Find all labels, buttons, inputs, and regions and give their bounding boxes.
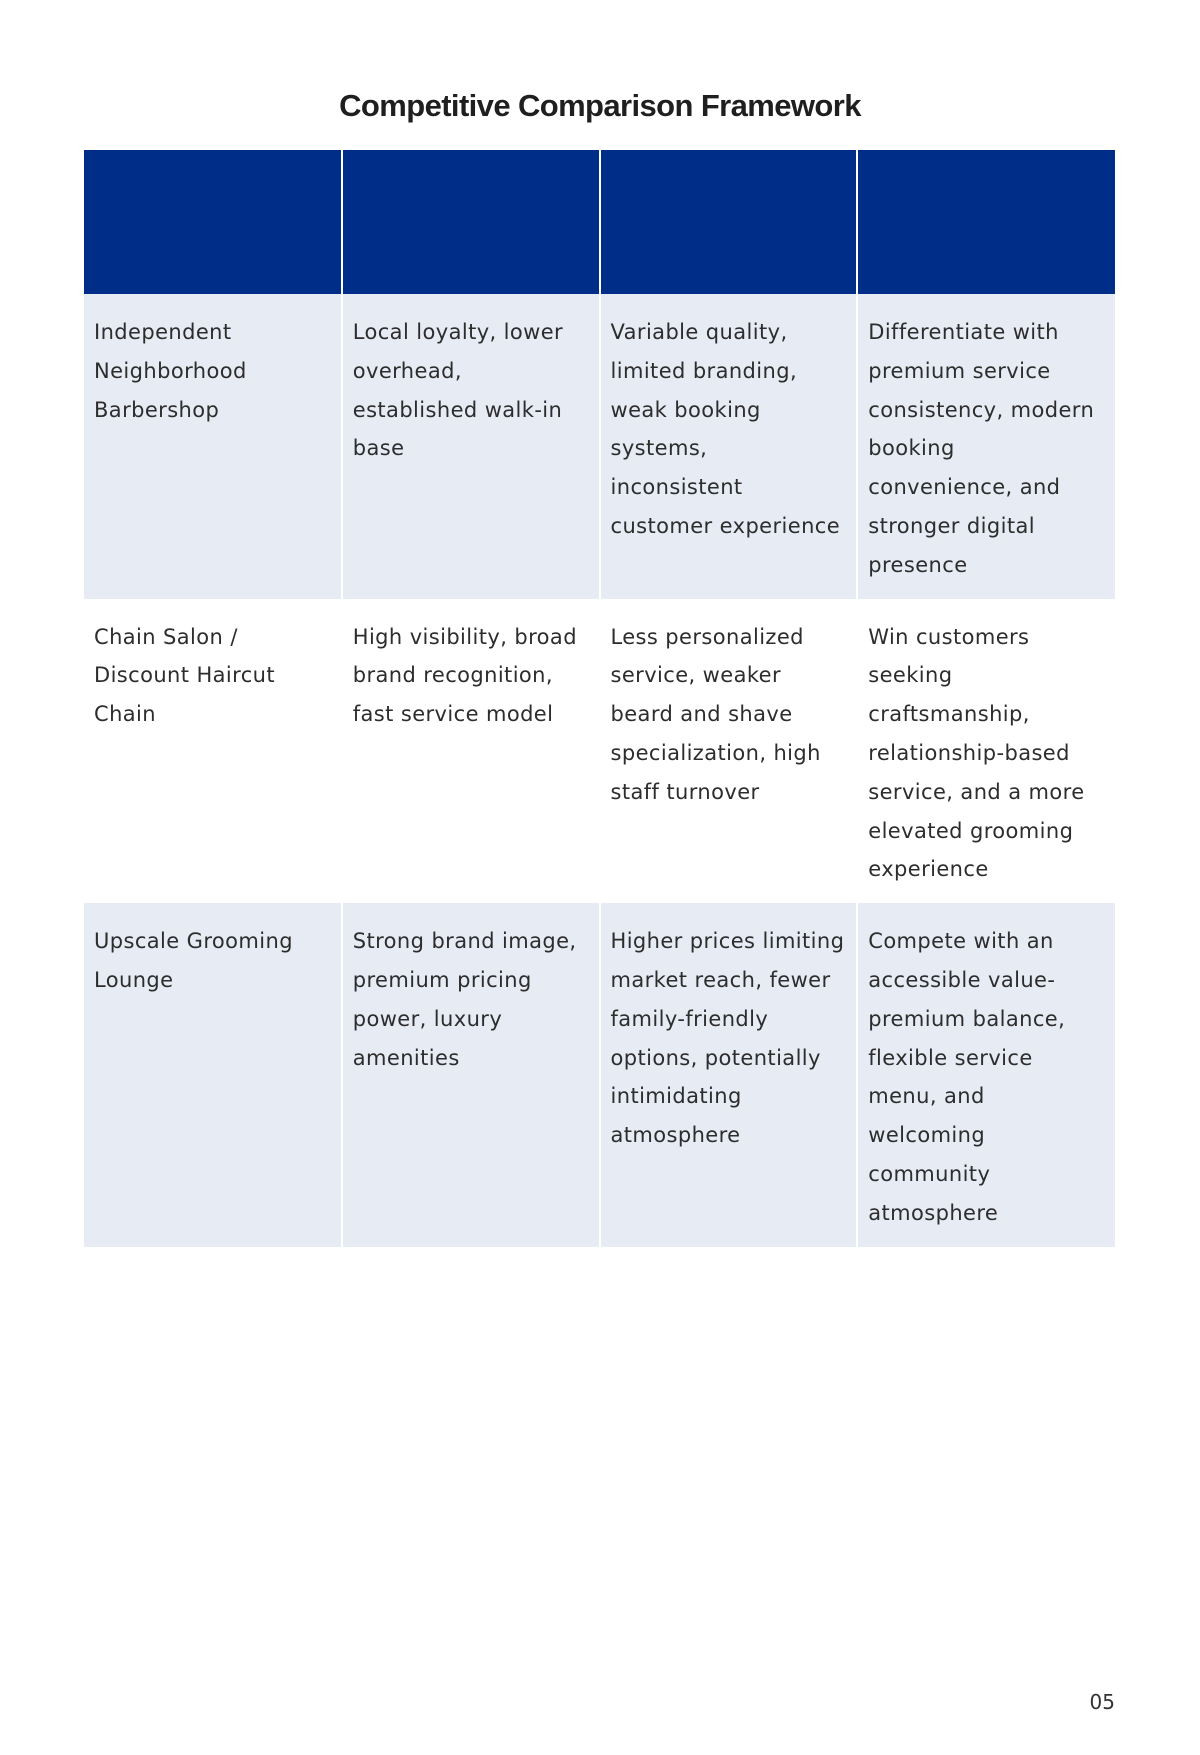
header-cell-1 bbox=[84, 150, 342, 294]
competitor-cell: Independent Neighborhood Barbershop bbox=[84, 294, 342, 599]
weaknesses-cell: Higher prices limiting market reach, fewer family-friendly options, potentially intimidating atmosphere bbox=[600, 903, 858, 1246]
strategy-cell: Win customers seeking craftsmanship, relationship-based service, and a more elevated grooming experience bbox=[857, 599, 1115, 904]
table-header-row bbox=[84, 150, 1115, 294]
strengths-cell: Local loyalty, lower overhead, established walk-in base bbox=[342, 294, 600, 599]
header-cell-2 bbox=[342, 150, 600, 294]
table-row bbox=[84, 294, 1115, 599]
strategy-cell: Differentiate with premium service consistency, modern booking convenience, and stronger digital presence bbox=[857, 294, 1115, 599]
strategy-cell: Compete with an accessible value-premium balance, flexible service menu, and welcoming community atmosphere bbox=[857, 903, 1115, 1246]
strengths-cell: Strong brand image, premium pricing power, luxury amenities bbox=[342, 903, 600, 1246]
weaknesses-cell: Less personalized service, weaker beard and shave specialization, high staff turnover bbox=[600, 599, 858, 904]
comparison-table bbox=[84, 150, 1115, 1247]
page-title: Competitive Comparison Framework bbox=[339, 88, 861, 123]
strengths-cell: High visibility, broad brand recognition, fast service model bbox=[342, 599, 600, 904]
weaknesses-cell: Variable quality, limited branding, weak booking systems, inconsistent customer experience bbox=[600, 294, 858, 599]
competitor-cell: Chain Salon / Discount Haircut Chain bbox=[84, 599, 342, 904]
table-row bbox=[84, 903, 1115, 1246]
header-cell-4 bbox=[857, 150, 1115, 294]
header-cell-3 bbox=[600, 150, 858, 294]
competitor-cell: Upscale Grooming Lounge bbox=[84, 903, 342, 1246]
table-row bbox=[84, 599, 1115, 904]
page-number: 05 bbox=[1089, 1690, 1115, 1714]
